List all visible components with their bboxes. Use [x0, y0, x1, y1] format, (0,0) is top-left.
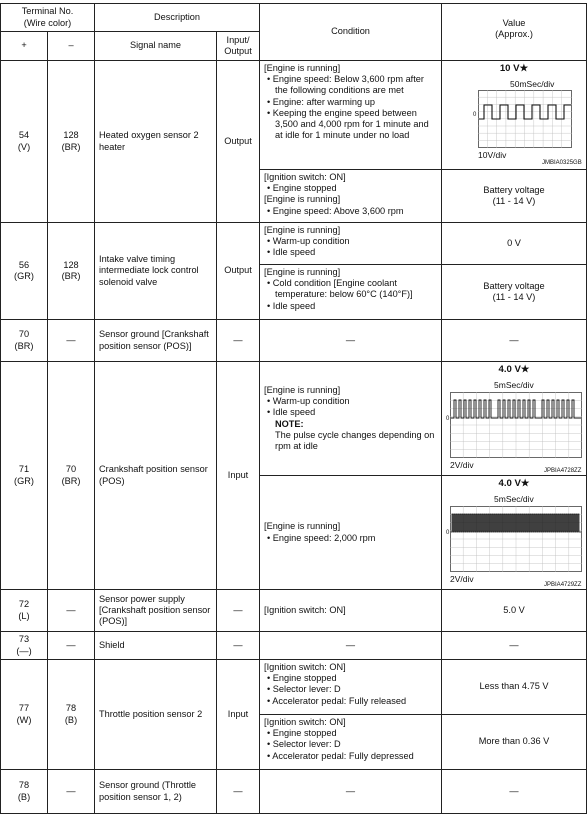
input-output: —	[217, 590, 260, 632]
value-cell: —	[442, 320, 587, 362]
input-output-header: Input/ Output	[217, 32, 260, 61]
value-cell: Less than 4.75 V	[442, 660, 587, 715]
terminal-table	[0, 3, 587, 814]
input-output: —	[217, 632, 260, 660]
condition-cell: [Ignition switch: ON]	[260, 590, 442, 632]
signal-name: Throttle position sensor 2	[95, 660, 217, 770]
condition-cell: [Ignition switch: ON] • Engine stopped • Selector lever: D • Accelerator pedal: Fully released	[260, 660, 442, 715]
input-output: —	[217, 320, 260, 362]
terminal-plus: 77 (W)	[1, 660, 48, 770]
waveform-div: 10V/div	[478, 150, 507, 160]
value-cell: —	[442, 770, 587, 814]
waveform-cell	[442, 476, 587, 590]
waveform-cell	[442, 362, 587, 476]
terminal-no-header: Terminal No. (Wire color)	[1, 4, 95, 32]
terminal-minus: —	[48, 320, 95, 362]
signal-name: Crankshaft position sensor (POS)	[95, 362, 217, 590]
condition-cell: [Engine is running] • Cold condition [Engine coolant temperature: below 60°C (140°F)] • Idle speed	[260, 265, 442, 320]
value-cell: Battery voltage (11 - 14 V)	[442, 265, 587, 320]
condition-cell: —	[260, 320, 442, 362]
signal-name: Shield	[95, 632, 217, 660]
condition-cell: —	[260, 770, 442, 814]
figure-code: JMBIA0325GB	[542, 160, 582, 166]
input-output: —	[217, 770, 260, 814]
waveform-scale: 5mSec/div	[494, 493, 534, 504]
input-output: Input	[217, 362, 260, 590]
waveform-graph	[450, 506, 582, 572]
waveform-scale: 50mSec/div	[510, 79, 555, 89]
value-cell: 0 V	[442, 223, 587, 265]
condition-cell: [Engine is running] • Engine speed: 2,000 rpm	[260, 476, 442, 590]
value-cell: More than 0.36 V	[442, 715, 587, 770]
signal-name-header: Signal name	[95, 32, 217, 61]
value-cell: 5.0 V	[442, 590, 587, 632]
condition-cell: [Ignition switch: ON] • Engine stopped • Selector lever: D • Accelerator pedal: Fully depressed	[260, 715, 442, 770]
condition-cell: [Engine is running] • Warm-up condition • Idle speed NOTE: The pulse cycle changes depending on rpm at idle	[260, 362, 442, 476]
condition-cell: [Engine is running] • Warm-up condition • Idle speed	[260, 223, 442, 265]
terminal-minus: 70 (BR)	[48, 362, 95, 590]
minus-header: –	[48, 32, 95, 61]
terminal-minus: —	[48, 770, 95, 814]
terminal-plus: 56 (GR)	[1, 223, 48, 320]
terminal-plus: 73 (—)	[1, 632, 48, 660]
terminal-plus: 71 (GR)	[1, 362, 48, 590]
input-output: Output	[217, 223, 260, 320]
signal-name: Intake valve timing intermediate lock control solenoid valve	[95, 223, 217, 320]
terminal-plus: 54 (V)	[1, 61, 48, 223]
waveform-div: 2V/div	[450, 573, 474, 584]
input-output: Input	[217, 660, 260, 770]
waveform-title: 10 V★	[499, 63, 529, 74]
condition-cell: —	[260, 632, 442, 660]
figure-code: JPBIA4729ZZ	[544, 581, 582, 588]
value-cell: —	[442, 632, 587, 660]
terminal-minus: —	[48, 632, 95, 660]
signal-name: Sensor ground (Throttle position sensor 1, 2)	[95, 770, 217, 814]
waveform-div: 2V/div	[450, 459, 474, 470]
condition-cell: [Ignition switch: ON] • Engine stopped [Engine is running] • Engine speed: Above 3,600 rpm	[260, 170, 442, 223]
terminal-minus: 128 (BR)	[48, 223, 95, 320]
terminal-minus: —	[48, 590, 95, 632]
waveform: 10 V★ 50mSec/div 0 10V/div JMBIA0325GB	[446, 63, 582, 167]
waveform-graph	[450, 392, 582, 458]
terminal-plus: 78 (B)	[1, 770, 48, 814]
value-cell: Battery voltage (11 - 14 V)	[442, 170, 587, 223]
waveform: 4.0 V★ 5mSec/div 0 2V/div JPBIA4729ZZ	[446, 478, 582, 588]
terminal-minus: 78 (B)	[48, 660, 95, 770]
waveform-title: 4.0 V★	[498, 477, 530, 489]
condition-cell: [Engine is running] • Engine speed: Below 3,600 rpm after the following conditions are met • Engine: after warming up • Keeping the engine speed between 3,500 and 4,000 rpm for 1 minute and at idle for 1 minute under no load	[260, 61, 442, 170]
signal-name: Sensor power supply [Crankshaft position sensor (POS)]	[95, 590, 217, 632]
figure-code: JPBIA4728ZZ	[544, 467, 582, 474]
waveform: 4.0 V★ 5mSec/div 0 2V/div JPBIA4728ZZ	[446, 364, 582, 474]
waveform-graph	[478, 90, 572, 148]
input-output: Output	[217, 61, 260, 223]
waveform-cell	[442, 61, 587, 170]
signal-name: Sensor ground [Crankshaft position sensor (POS)]	[95, 320, 217, 362]
waveform-title: 4.0 V★	[498, 363, 530, 375]
waveform-scale: 5mSec/div	[494, 379, 534, 390]
plus-header: +	[1, 32, 48, 61]
terminal-minus: 128 (BR)	[48, 61, 95, 223]
terminal-plus: 70 (BR)	[1, 320, 48, 362]
condition-header: Condition	[260, 4, 442, 61]
description-header: Description	[95, 4, 260, 32]
signal-name: Heated oxygen sensor 2 heater	[95, 61, 217, 223]
terminal-plus: 72 (L)	[1, 590, 48, 632]
value-header: Value (Approx.)	[442, 4, 587, 61]
